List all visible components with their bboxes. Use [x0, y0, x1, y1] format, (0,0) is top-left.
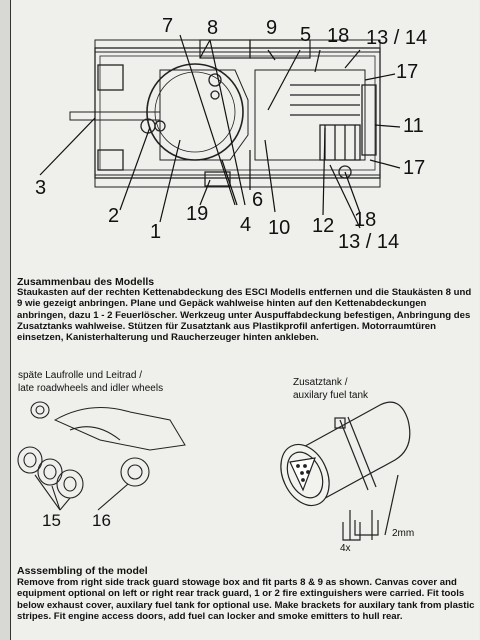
callout-18-top: 18: [327, 25, 350, 47]
callout-16: 16: [92, 511, 111, 530]
callout-8: 8: [207, 17, 219, 39]
callout-9: 9: [266, 17, 278, 39]
callout-11: 11: [403, 115, 424, 137]
callout-17-top: 17: [396, 61, 419, 83]
callout-15: 15: [42, 511, 61, 530]
callout-2: 2: [108, 205, 120, 227]
callout-18-bottom: 18: [354, 209, 377, 231]
callout-1: 1: [150, 221, 162, 243]
callout-13-14-bottom: 13 / 14: [338, 231, 400, 253]
tank-label-de: Zusatztank /: [293, 377, 348, 388]
english-heading: Asssembling of the model: [17, 565, 148, 577]
german-paragraph: Staukasten auf der rechten Kettenabdeckung des ESCI Modells entfernen und die Staukästen 8 und 9 wie gezeigt anbringen. Plane und Gepäck wahlweise hinten auf den Kettenabdeckungen anbringen, dazu 1 - 2 Feuerlöscher. Werkzeug unter Auspuffabdeckung befestigen, Anbringung des Zusatztanks wahlweise. Stützen für Zusatztank aus Plastikprofil anfertigen. Motorraumtüren einsetzen, Kanisterhalterung und Raucherzeuger hinten ankleben.: [17, 287, 472, 344]
wheels-label-de: späte Laufrolle und Leitrad /: [18, 370, 142, 381]
turret-ring: [147, 64, 243, 160]
english-paragraph: Remove from right side track guard stowage box and fit parts 8 & 9 as shown. Canvas cover and equipment optional on left or right rear track guard, 1 or 2 fire extinguishers were carried. Fit tools below exhaust cover, auxilary fuel tank for optional use. Make brackets for auxilary tank from plastic stripes. Fit engine access doors, add fuel can locker and smoke emitters to hull rear.: [17, 577, 475, 622]
hull-outline: [95, 48, 380, 178]
bracket-dimension: 2mm: [392, 528, 415, 539]
callout-13-14-top: 13 / 14: [366, 27, 428, 49]
callout-6: 6: [252, 189, 264, 211]
callout-19: 19: [186, 203, 209, 225]
wheels-label-en: late roadwheels and idler wheels: [18, 383, 164, 394]
callout-12: 12: [312, 215, 335, 237]
callout-4: 4: [240, 214, 252, 236]
callout-7: 7: [162, 15, 174, 37]
tank-label-en: auxilary fuel tank: [293, 390, 369, 401]
german-heading: Zusammenbau des Modells: [17, 276, 155, 288]
callout-5: 5: [300, 24, 312, 46]
bracket-quantity: 4x: [340, 543, 351, 554]
callout-10: 10: [268, 217, 291, 239]
callout-17-bottom: 17: [403, 157, 426, 179]
callout-3: 3: [35, 177, 47, 199]
